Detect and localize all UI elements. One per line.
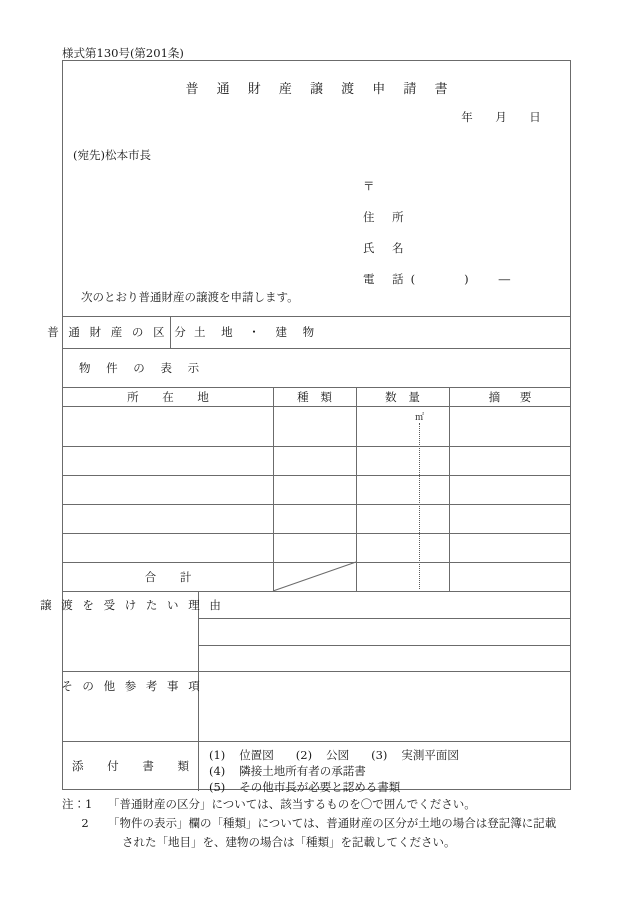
property-section-label: 物 件 の 表 示 [79, 360, 206, 375]
reason-line-1[interactable] [198, 591, 571, 618]
applicant-block [363, 171, 510, 295]
classification-label: 普 通 財 産 の 区 分 [47, 325, 189, 339]
other-notes-label: そ の 他 参 考 事 項 [61, 679, 203, 693]
phone-dash: ― [498, 272, 511, 286]
reason-line-3[interactable] [198, 645, 571, 671]
attachments-list [209, 747, 459, 795]
quantity-unit: ㎡ [415, 413, 425, 423]
attachment-text-1: 位置図 [239, 748, 274, 762]
attachment-no-5: (5) [209, 780, 226, 794]
attachment-no-4: (4) [209, 764, 226, 778]
table-row[interactable] [63, 504, 571, 533]
phone-close-paren: ) [464, 272, 469, 286]
date-line [450, 109, 552, 125]
attachment-no-1: (1) [209, 748, 226, 762]
attachments-label: 添 付 書 類 [72, 759, 199, 773]
name-row [363, 233, 510, 264]
column-header-remarks: 摘 要 [488, 389, 540, 404]
classification-value[interactable]: 土 地 ・ 建 物 [194, 325, 321, 339]
footnote-2-text: 「物件の表示」欄の「種類」については、普通財産の区分が土地の場合は登記簿に記載 [108, 816, 557, 830]
form-header-area [63, 61, 570, 316]
footnote-1-text: 「普通財産の区分」については、該当するものを〇で囲んでください。 [108, 797, 476, 811]
diagonal-strike-icon [273, 562, 356, 591]
day-label: 日 [529, 110, 541, 124]
zip-label: 〒 [363, 179, 375, 193]
attachment-line-3 [209, 779, 459, 795]
attachment-line-2 [209, 763, 459, 779]
footnote-2-index: 2 [81, 816, 89, 830]
page-title: 普 通 財 産 譲 渡 申 請 書 [185, 82, 455, 97]
footnote-2 [62, 814, 582, 833]
table-row[interactable] [63, 406, 571, 446]
address-label: 住 所 [363, 210, 411, 224]
reason-line-2[interactable] [198, 618, 571, 645]
footnotes [62, 795, 582, 852]
column-header-location: 所 在 地 [127, 389, 219, 404]
form-frame [40, 60, 571, 794]
attachment-no-3: (3) [371, 748, 388, 762]
phone-label: 電 話( [363, 272, 423, 286]
footnote-1-index: 注：1 [62, 797, 93, 811]
attachment-no-2: (2) [295, 748, 313, 762]
table-row[interactable] [63, 475, 571, 504]
table-row[interactable] [63, 446, 571, 475]
phone-row [363, 264, 510, 295]
attachment-text-2: 公図 [326, 748, 350, 762]
table-row[interactable] [63, 533, 571, 562]
attachment-text-4: 隣接土地所有者の承諾書 [239, 764, 366, 778]
attachment-text-5: その他市長が必要と認める書類 [239, 780, 401, 794]
zip-row [363, 171, 510, 202]
reason-label: 譲 渡 を 受 け た い 理 由 [40, 598, 224, 612]
addressee: (宛先)松本市長 [73, 148, 151, 162]
total-quantity-cell[interactable] [356, 562, 449, 591]
other-notes-value[interactable] [198, 671, 571, 741]
column-header-quantity: 数 量 [385, 389, 424, 404]
column-header-kind: 種 類 [297, 389, 336, 404]
total-remarks-cell[interactable] [449, 562, 571, 591]
address-row [363, 202, 510, 233]
month-label: 月 [495, 110, 507, 124]
footnote-1 [62, 795, 582, 814]
intro-sentence: 次のとおり普通財産の譲渡を申請します。 [81, 290, 299, 304]
attachment-line-1 [209, 747, 459, 763]
form-number: 様式第130号(第201条) [62, 46, 184, 60]
name-label: 氏 名 [363, 241, 411, 255]
attachment-text-3: 実測平面図 [401, 748, 459, 762]
year-label: 年 [461, 110, 473, 124]
footnote-2-continuation: された「地目」を、建物の場合は「種類」を記載してください。 [122, 835, 456, 849]
total-label: 合 計 [144, 569, 202, 584]
